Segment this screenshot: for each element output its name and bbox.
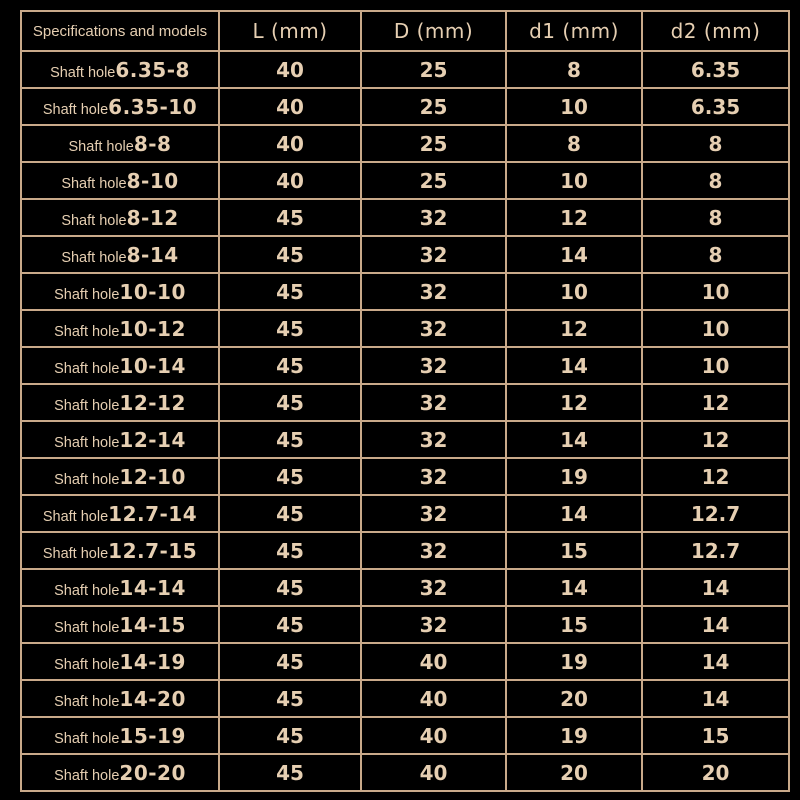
- cell-d2: 6.35: [642, 51, 789, 88]
- cell-specification: [21, 569, 219, 606]
- table-row: [21, 236, 789, 273]
- header-l-mm: L (mm): [219, 11, 361, 51]
- spec-model: 15-19: [119, 723, 186, 748]
- spec-prefix: Shaft hole: [54, 693, 120, 710]
- cell-d1: 8: [506, 51, 642, 88]
- spec-model: 10-10: [119, 279, 186, 304]
- cell-d1: 19: [506, 643, 642, 680]
- spec-prefix: Shaft hole: [54, 619, 120, 636]
- header-d-mm: D (mm): [361, 11, 506, 51]
- table-row: [21, 273, 789, 310]
- cell-d2: 8: [642, 125, 789, 162]
- spec-prefix: Shaft hole: [54, 730, 120, 747]
- spec-prefix: Shaft hole: [54, 767, 120, 784]
- cell-l: 45: [219, 347, 361, 384]
- spec-model: 20-20: [119, 760, 186, 785]
- table-row: [21, 458, 789, 495]
- spec-prefix: Shaft hole: [54, 360, 120, 377]
- header-d2-mm: d2 (mm): [642, 11, 789, 51]
- spec-prefix: Shaft hole: [42, 101, 109, 118]
- cell-d2: 10: [642, 273, 789, 310]
- cell-d1: 19: [506, 458, 642, 495]
- spec-model: 14-14: [119, 575, 186, 600]
- cell-d: 25: [361, 88, 506, 125]
- spec-prefix: Shaft hole: [42, 508, 109, 525]
- cell-specification: [21, 384, 219, 421]
- cell-d1: 14: [506, 347, 642, 384]
- cell-d1: 15: [506, 606, 642, 643]
- header-d1-mm: d1 (mm): [506, 11, 642, 51]
- cell-l: 45: [219, 458, 361, 495]
- table-row: [21, 643, 789, 680]
- cell-d1: 14: [506, 236, 642, 273]
- table-row: [21, 162, 789, 199]
- cell-d2: 14: [642, 680, 789, 717]
- spec-model: 6.35-8: [115, 57, 190, 82]
- cell-d2: 8: [642, 162, 789, 199]
- cell-d: 32: [361, 273, 506, 310]
- cell-l: 45: [219, 236, 361, 273]
- cell-d2: 14: [642, 606, 789, 643]
- cell-d: 25: [361, 51, 506, 88]
- spec-prefix: Shaft hole: [54, 656, 120, 673]
- table-row: [21, 495, 789, 532]
- header-specifications: Specifications and models: [21, 11, 219, 51]
- table-row: [21, 347, 789, 384]
- spec-prefix: Shaft hole: [54, 471, 120, 488]
- spec-prefix: Shaft hole: [54, 582, 120, 599]
- cell-d: 25: [361, 125, 506, 162]
- cell-l: 45: [219, 569, 361, 606]
- cell-specification: [21, 680, 219, 717]
- cell-l: 40: [219, 51, 361, 88]
- cell-l: 45: [219, 495, 361, 532]
- cell-d: 32: [361, 199, 506, 236]
- cell-d: 32: [361, 310, 506, 347]
- spec-prefix: Shaft hole: [54, 323, 120, 340]
- table-row: [21, 680, 789, 717]
- cell-specification: [21, 458, 219, 495]
- cell-l: 45: [219, 717, 361, 754]
- spec-model: 14-15: [119, 612, 186, 637]
- cell-specification: [21, 236, 219, 273]
- specifications-table: [20, 10, 790, 792]
- spec-model: 12-14: [119, 427, 186, 452]
- cell-d2: 8: [642, 199, 789, 236]
- cell-specification: [21, 643, 219, 680]
- spec-table-wrapper: [20, 10, 788, 788]
- cell-specification: [21, 754, 219, 791]
- cell-d1: 8: [506, 125, 642, 162]
- cell-l: 40: [219, 162, 361, 199]
- cell-l: 45: [219, 421, 361, 458]
- cell-d2: 15: [642, 717, 789, 754]
- spec-model: 8-10: [126, 168, 179, 193]
- cell-specification: [21, 421, 219, 458]
- cell-d: 32: [361, 606, 506, 643]
- spec-model: 10-12: [119, 316, 186, 341]
- spec-model: 12.7-14: [108, 501, 198, 526]
- cell-d2: 14: [642, 569, 789, 606]
- spec-prefix: Shaft hole: [54, 434, 120, 451]
- cell-d2: 12.7: [642, 495, 789, 532]
- cell-d1: 10: [506, 162, 642, 199]
- table-row: [21, 310, 789, 347]
- cell-d: 25: [361, 162, 506, 199]
- cell-d2: 12: [642, 384, 789, 421]
- table-row: [21, 384, 789, 421]
- cell-specification: [21, 162, 219, 199]
- cell-d1: 10: [506, 273, 642, 310]
- cell-specification: [21, 310, 219, 347]
- cell-d: 40: [361, 643, 506, 680]
- cell-d2: 8: [642, 236, 789, 273]
- cell-d2: 12: [642, 421, 789, 458]
- table-row: [21, 569, 789, 606]
- cell-d: 32: [361, 347, 506, 384]
- cell-l: 45: [219, 532, 361, 569]
- cell-l: 45: [219, 384, 361, 421]
- cell-specification: [21, 347, 219, 384]
- table-row: [21, 717, 789, 754]
- cell-l: 45: [219, 680, 361, 717]
- cell-specification: [21, 51, 219, 88]
- cell-d1: 14: [506, 569, 642, 606]
- spec-model: 14-20: [119, 686, 186, 711]
- cell-specification: [21, 273, 219, 310]
- cell-d: 32: [361, 495, 506, 532]
- spec-prefix: Shaft hole: [54, 397, 120, 414]
- cell-d: 40: [361, 754, 506, 791]
- table-row: [21, 51, 789, 88]
- cell-d1: 12: [506, 384, 642, 421]
- cell-d1: 10: [506, 88, 642, 125]
- cell-l: 45: [219, 606, 361, 643]
- cell-d1: 20: [506, 680, 642, 717]
- cell-d: 32: [361, 458, 506, 495]
- spec-model: 8-14: [126, 242, 179, 267]
- table-row: [21, 532, 789, 569]
- cell-d: 40: [361, 717, 506, 754]
- table-row: [21, 421, 789, 458]
- spec-prefix: Shaft hole: [50, 64, 116, 81]
- cell-d: 32: [361, 421, 506, 458]
- cell-d1: 14: [506, 495, 642, 532]
- cell-l: 45: [219, 754, 361, 791]
- spec-model: 6.35-10: [108, 94, 198, 119]
- cell-d2: 12.7: [642, 532, 789, 569]
- cell-d1: 12: [506, 199, 642, 236]
- cell-d1: 19: [506, 717, 642, 754]
- cell-specification: [21, 125, 219, 162]
- cell-l: 45: [219, 273, 361, 310]
- cell-d: 32: [361, 532, 506, 569]
- spec-model: 12-10: [119, 464, 186, 489]
- table-row: [21, 88, 789, 125]
- table-row: [21, 199, 789, 236]
- table-body: [21, 51, 789, 791]
- cell-d2: 6.35: [642, 88, 789, 125]
- cell-specification: [21, 606, 219, 643]
- cell-l: 45: [219, 310, 361, 347]
- cell-d1: 20: [506, 754, 642, 791]
- spec-model: 10-14: [119, 353, 186, 378]
- cell-specification: [21, 532, 219, 569]
- cell-specification: [21, 88, 219, 125]
- spec-prefix: Shaft hole: [61, 212, 127, 229]
- spec-prefix: Shaft hole: [54, 286, 120, 303]
- spec-prefix: Shaft hole: [42, 545, 109, 562]
- cell-l: 40: [219, 88, 361, 125]
- spec-prefix: Shaft hole: [61, 249, 127, 266]
- spec-model: 12.7-15: [108, 538, 198, 563]
- cell-d: 32: [361, 236, 506, 273]
- spec-model: 8-12: [126, 205, 179, 230]
- spec-model: 8-8: [133, 131, 172, 156]
- cell-specification: [21, 495, 219, 532]
- cell-l: 45: [219, 643, 361, 680]
- table-header-row: [21, 11, 789, 51]
- cell-d1: 15: [506, 532, 642, 569]
- table-row: [21, 606, 789, 643]
- cell-d2: 20: [642, 754, 789, 791]
- cell-d: 32: [361, 384, 506, 421]
- cell-specification: [21, 717, 219, 754]
- table-row: [21, 754, 789, 791]
- cell-specification: [21, 199, 219, 236]
- cell-l: 40: [219, 125, 361, 162]
- cell-d1: 14: [506, 421, 642, 458]
- cell-d: 40: [361, 680, 506, 717]
- spec-prefix: Shaft hole: [68, 138, 134, 155]
- cell-d1: 12: [506, 310, 642, 347]
- cell-d: 32: [361, 569, 506, 606]
- spec-model: 14-19: [119, 649, 186, 674]
- cell-d2: 10: [642, 347, 789, 384]
- spec-prefix: Shaft hole: [61, 175, 127, 192]
- cell-d2: 10: [642, 310, 789, 347]
- table-row: [21, 125, 789, 162]
- cell-d2: 12: [642, 458, 789, 495]
- cell-d2: 14: [642, 643, 789, 680]
- spec-model: 12-12: [119, 390, 186, 415]
- cell-l: 45: [219, 199, 361, 236]
